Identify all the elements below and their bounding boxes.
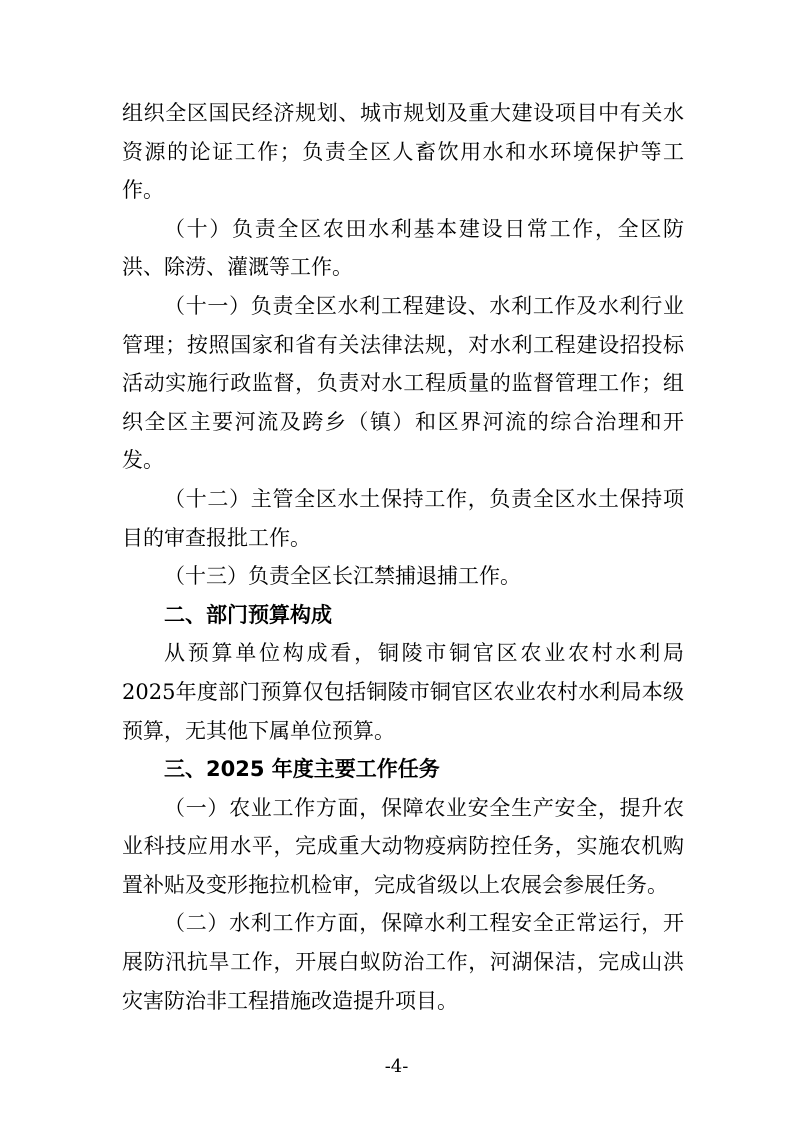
document-body <box>122 94 684 1020</box>
paragraph-item-13: （十三）负责全区长江禁捕退捕工作。 <box>164 564 521 589</box>
paragraph-item-10: （十）负责全区农田水利基本建设日常工作，全区防洪、除涝、灌溉等工作。 <box>122 216 684 280</box>
paragraph-task-agriculture: （一）农业工作方面，保障农业安全生产安全，提升农业科技应用水平，完成重大动物疫病防控任务，实施农机购置补贴及变形拖拉机检审，完成省级以上农展会参展任务。 <box>122 795 684 897</box>
section-heading-main-tasks: 三、2025 年度主要工作任务 <box>164 757 440 782</box>
page-number: -4- <box>384 1056 409 1077</box>
paragraph-item-12: （十二）主管全区水土保持工作，负责全区水土保持项目的审查报批工作。 <box>122 486 684 550</box>
paragraph-continued: 组织全区国民经济规划、城市规划及重大建设项目中有关水资源的论证工作；负责全区人畜饮用水和水环境保护等工作。 <box>122 101 684 203</box>
paragraph-budget-structure: 从预算单位构成看，铜陵市铜官区农业农村水利局 2025年度部门预算仅包括铜陵市铜官区农业农村水利局本级预算，无其他下属单位预算。 <box>122 641 684 743</box>
section-heading-budget-structure: 二、部门预算构成 <box>164 602 332 627</box>
paragraph-task-water: （二）水利工作方面，保障水利工程安全正常运行，开展防汛抗旱工作，开展白蚁防治工作，河湖保洁，完成山洪灾害防治非工程措施改造提升项目。 <box>122 911 684 1013</box>
paragraph-item-11: （十一）负责全区水利工程建设、水利工作及水利行业管理；按照国家和省有关法律法规，对水利工程建设招投标活动实施行政监督，负责对水工程质量的监督管理工作；组织全区主要河流及跨乡（镇）和区界河流的综合治理和开发。 <box>122 293 684 473</box>
